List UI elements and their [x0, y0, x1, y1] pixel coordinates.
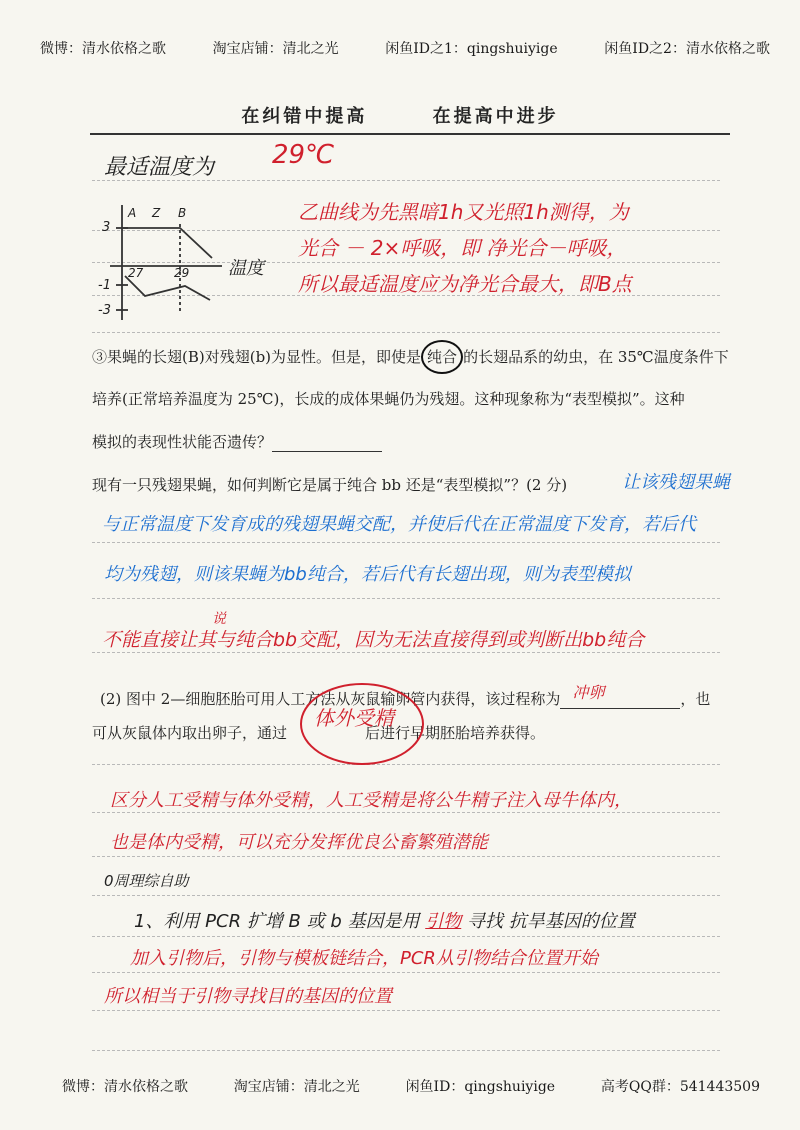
red-note-2-line-1: 区分人工受精与体外受精，人工受精是将公牛精子注入母牛体内， [110, 790, 632, 811]
graph-explanation-line-1: 乙曲线为先黑暗1h又光照1h测得，为 [298, 200, 629, 224]
q2-hand-fill: 体外受精 [314, 706, 394, 730]
graph-upper-curve [122, 228, 212, 258]
graph-label-27: 27 [128, 266, 144, 280]
ruled-line [92, 764, 720, 765]
graph-point-z: Z [152, 206, 161, 220]
blue-answer-line-3: 均为残翅，则该果蝇为bb纯合，若后代有长翅出现，则为表型模拟 [104, 564, 631, 585]
ruled-line [92, 332, 720, 333]
red-note-1-mark: 说 [212, 611, 226, 627]
ruled-line [92, 230, 720, 231]
ruled-line [92, 598, 720, 599]
black-note-line: 1、利用 PCR 扩增 B 或 b 基因是用 引物 寻找 抗旱基因的位置 [134, 911, 635, 932]
graph-explanation-line-3: 所以最适温度应为净光合最大，即B点 [298, 272, 632, 296]
black-note-red-word: 引物 [425, 911, 462, 932]
blue-answer-line-1: 让该残翅果蝇 [622, 472, 730, 493]
header-weibo: 微博：清水依格之歌 [40, 41, 166, 57]
footer-taobao: 淘宝店铺：清北之光 [233, 1079, 360, 1095]
optimum-temp-label: 最适温度为 [104, 155, 215, 180]
graph-axis-label: 温度 [228, 258, 264, 279]
ruled-line [92, 895, 720, 896]
page-footer [62, 1076, 760, 1096]
q3-line-1: ③果蝇的长翅(B)对残翅(b)为显性。但是，即使是 纯合 的长翅品系的幼虫，在 35℃温度条件下 [92, 346, 729, 367]
q3-line-3: 模拟的表现性状能否遗传？ [92, 431, 382, 452]
header-xianyu-2: 闲鱼ID之2：清水依格之歌 [604, 41, 770, 57]
ruled-line [92, 812, 720, 813]
ruled-line [92, 972, 720, 973]
red-note-2-line-2: 也是体内受精，可以充分发挥优良公畜繁殖潜能 [110, 832, 488, 853]
banner-right: 在提高中进步 [432, 106, 559, 127]
q3-line-2: 培养(正常培养温度为 25℃)，长成的成体果蝇仍为残翅。这种现象称为“表型模拟”。这种 [92, 390, 685, 408]
ruled-line [92, 542, 720, 543]
circled-word: 纯合 [421, 340, 463, 374]
q2-line-1: (2) 图中 2—细胞胚胎可用人工方法从灰鼠输卵管内获得，该过程称为 冲卵 ，也 [100, 688, 710, 709]
footer-qq: 高考QQ群：541443509 [600, 1079, 760, 1095]
graph-label-29: 29 [174, 266, 190, 280]
header-xianyu-1: 闲鱼ID之1：qingshuiyige [385, 41, 558, 57]
ruled-line [92, 856, 720, 857]
banner-divider [90, 133, 730, 135]
graph-point-b: B [178, 206, 187, 220]
q3-line-4: 现有一只残翅果蝇，如何判断它是属于纯合 bb 还是“表型模拟”？(2 分) [92, 476, 568, 494]
q2-blank-fill: 冲卵 [572, 683, 605, 702]
page-header [40, 38, 770, 58]
header-taobao: 淘宝店铺：清北之光 [212, 41, 339, 57]
red-note-3-line-2: 所以相当于引物寻找目的基因的位置 [104, 986, 392, 1007]
page-banner [0, 102, 800, 128]
banner-left: 在纠错中提高 [241, 106, 368, 127]
ruled-line [92, 652, 720, 653]
optimum-temp-value: 29℃ [272, 140, 335, 170]
answer-blank [272, 437, 382, 452]
graph-label-neg1: -1 [98, 278, 111, 293]
red-note-3-line-1: 加入引物后，引物与模板链结合，PCR从引物结合位置开始 [130, 948, 598, 969]
graph-label-3: 3 [102, 220, 111, 235]
blue-answer-line-2: 与正常温度下发育成的残翅果蝇交配，并使后代在正常温度下发育，若后代 [102, 514, 696, 535]
q2-blank [560, 683, 680, 709]
ruled-line [92, 936, 720, 937]
red-note-1: 不能直接让其与纯合bb交配，因为无法直接得到或判断出bb纯合 [102, 629, 645, 651]
ruled-line [92, 1010, 720, 1011]
ruled-line [92, 262, 720, 263]
graph-label-neg3: -3 [98, 303, 111, 318]
ruled-line [92, 1050, 720, 1051]
q2-line-2: 可从灰鼠体内取出卵子，通过 后进行早期胚胎培养获得。 [92, 724, 546, 742]
footer-weibo: 微博：清水依格之歌 [62, 1079, 188, 1095]
graph-point-a: A [128, 206, 137, 220]
graph-explanation-line-2: 光合 － 2×呼吸，即 净光合－呼吸， [298, 236, 627, 260]
black-note-heading: 0周理综自助 [104, 872, 189, 890]
footer-xianyu: 闲鱼ID：qingshuiyige [405, 1079, 556, 1095]
